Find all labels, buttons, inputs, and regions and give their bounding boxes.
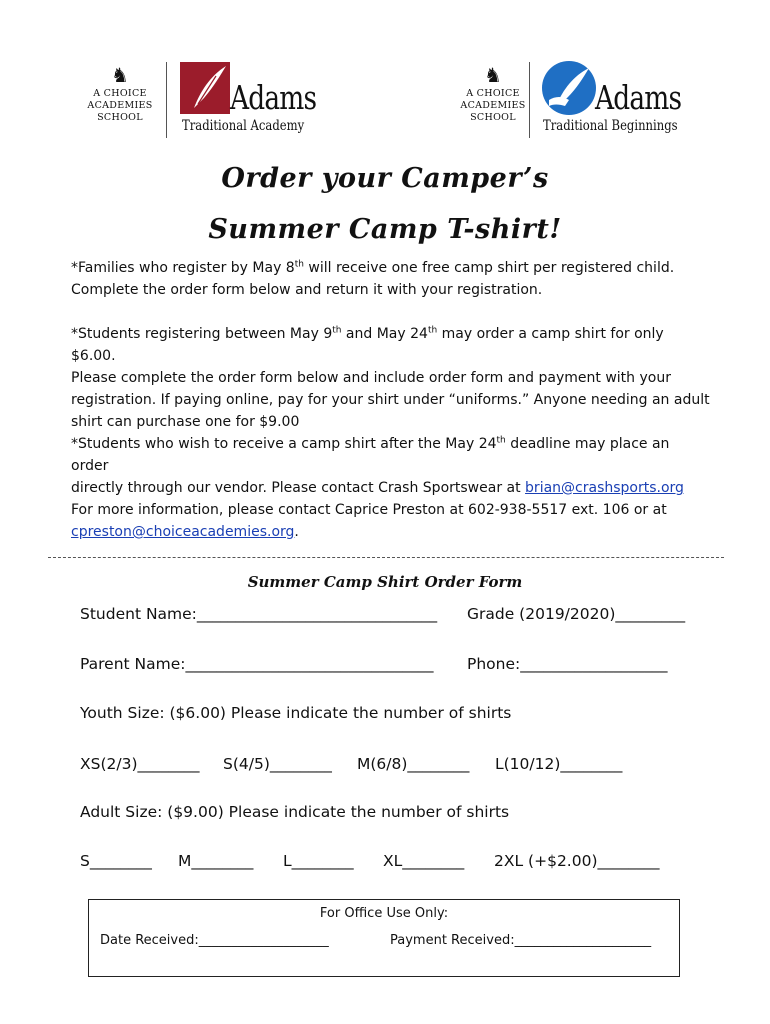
choice-line: ACADEMIES	[460, 100, 526, 111]
office-use-box	[88, 899, 680, 977]
crest-icon: ♞	[484, 63, 502, 87]
text: Please complete the order form below and include order form and payment with your	[71, 370, 671, 386]
adult-s-field[interactable]: S________	[80, 852, 152, 870]
text: *Students who wish to receive a camp shirt after the May 24	[71, 436, 497, 452]
brand-name: Adams	[595, 78, 682, 117]
youth-l-field[interactable]: L(10/12)________	[495, 755, 623, 773]
choice-line: SCHOOL	[470, 112, 516, 123]
youth-xs-field[interactable]: XS(2/3)________	[80, 755, 200, 773]
text: and May 24	[341, 326, 428, 342]
adult-xl-field[interactable]: XL________	[383, 852, 465, 870]
text: .	[294, 524, 299, 540]
student-name-field[interactable]: Student Name:_______________________________	[80, 605, 438, 623]
brand-subtitle: Traditional Academy	[182, 118, 305, 134]
adams-traditional-beginnings-logo	[445, 58, 695, 142]
date-received-field[interactable]: Date Received:____________________	[100, 933, 329, 948]
text: may order a camp shirt for only $6.00.	[71, 326, 664, 364]
choice-line: ACADEMIES	[87, 100, 153, 111]
superscript: th	[496, 435, 506, 446]
quill-icon	[180, 62, 230, 114]
logo-divider	[166, 62, 167, 138]
adult-size-label: Adult Size: ($9.00) Please indicate the number of shirts	[80, 803, 510, 821]
contact-email-link[interactable]: cpreston@choiceacademies.org	[71, 524, 295, 540]
text: will receive one free camp shirt per registered child.	[303, 260, 675, 276]
cut-line-divider	[48, 557, 724, 558]
choice-line: SCHOOL	[97, 112, 143, 123]
text: For more information, please contact Caprice Preston at 602-938-5517 ext. 106 or at	[71, 502, 667, 518]
text: *Families who register by May 8	[71, 260, 295, 276]
adult-2xl-field[interactable]: 2XL (+$2.00)________	[494, 852, 660, 870]
order-form-title: Summer Camp Shirt Order Form	[247, 573, 523, 591]
youth-m-field[interactable]: M(6/8)________	[357, 755, 470, 773]
text: Complete the order form below and return it with your registration.	[71, 282, 543, 298]
text: directly through our vendor. Please contact Crash Sportswear at	[71, 480, 526, 496]
paragraph-contact	[71, 499, 711, 543]
adult-l-field[interactable]: L________	[283, 852, 354, 870]
text: *Students registering between May 9	[71, 326, 333, 342]
superscript: th	[332, 325, 342, 336]
adams-traditional-academy-logo	[80, 58, 320, 142]
headline-line-1: Order your Camper’s	[221, 163, 549, 194]
phone-field[interactable]: Phone:___________________	[467, 655, 668, 673]
text: registration. If paying online, pay for your shirt under “uniforms.” Anyone needing an adult	[71, 392, 710, 408]
paragraph-paid-shirt	[71, 323, 711, 433]
payment-received-field[interactable]: Payment Received:_____________________	[390, 933, 652, 948]
choice-academies-badge	[453, 58, 533, 124]
youth-size-label: Youth Size: ($6.00) Please indicate the number of shirts	[80, 704, 512, 722]
brand-subtitle: Traditional Beginnings	[543, 118, 678, 134]
paragraph-vendor	[71, 433, 711, 499]
text: shirt can purchase one for $9.00	[71, 414, 300, 430]
quill-hand-icon	[541, 60, 597, 116]
parent-name-field[interactable]: Parent Name:________________________________	[80, 655, 434, 673]
adult-m-field[interactable]: M________	[178, 852, 254, 870]
youth-s-field[interactable]: S(4/5)________	[223, 755, 332, 773]
crest-icon: ♞	[111, 63, 129, 87]
text: deadline may place an order	[71, 436, 670, 474]
vendor-email-link[interactable]: brian@crashsports.org	[525, 480, 684, 496]
office-use-title: For Office Use Only:	[319, 906, 449, 921]
choice-line: A CHOICE	[93, 88, 147, 99]
paragraph-free-shirt	[71, 257, 711, 301]
logo-divider	[529, 62, 530, 138]
choice-line: A CHOICE	[466, 88, 520, 99]
headline-line-2: Summer Camp T-shirt!	[208, 214, 562, 245]
superscript: th	[294, 259, 304, 270]
grade-field[interactable]: Grade (2019/2020)_________	[467, 605, 686, 623]
superscript: th	[427, 325, 438, 336]
brand-name: Adams	[230, 78, 317, 117]
choice-academies-badge	[80, 58, 160, 124]
